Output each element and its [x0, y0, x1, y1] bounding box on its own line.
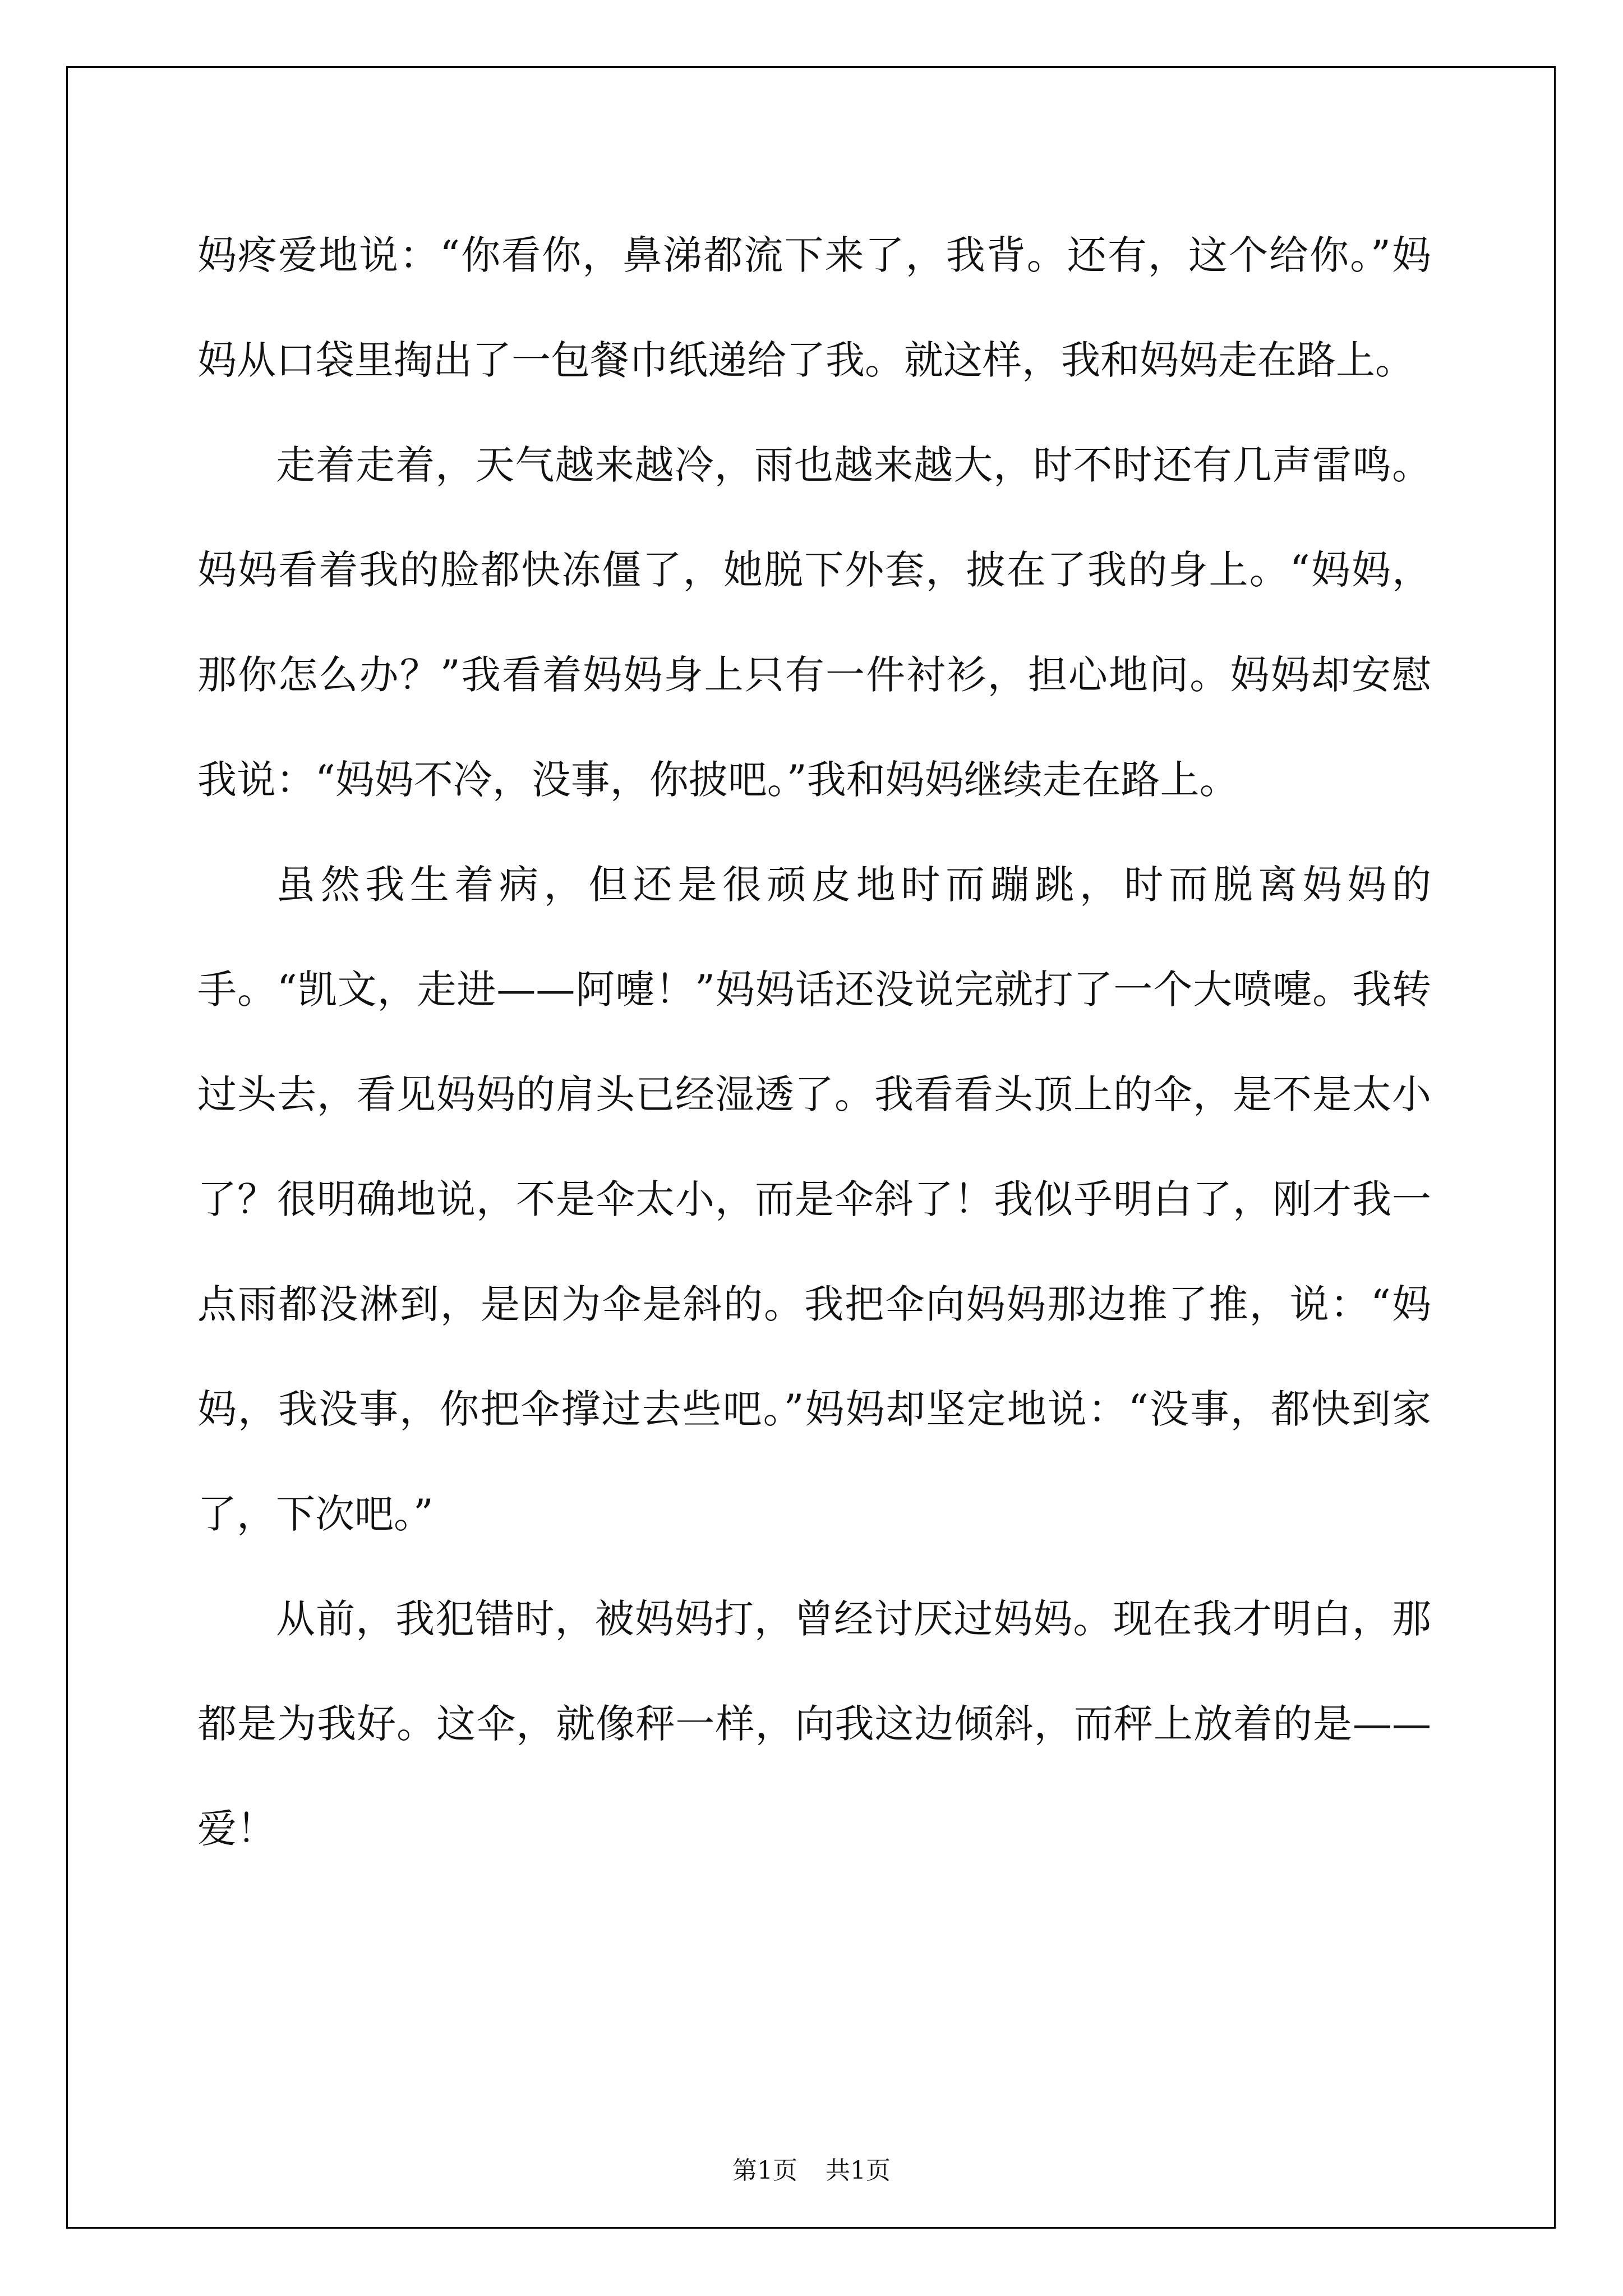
paragraph-2: 走着走着，天气越来越冷，雨也越来越大，时不时还有几声雷鸣。妈妈看着我的脸都快冻僵了，她脱下外套，披在了我的身上。“妈妈，那你怎么办？”我看着妈妈身上只有一件衬衫，担心地问。妈妈却安慰我说：“妈妈不冷，没事，你披吧。”我和妈妈继续走在路上。: [197, 442, 1431, 803]
document-body: [197, 203, 1431, 1881]
page-footer: [0, 2154, 1623, 2188]
paragraph-4: 从前，我犯错时，被妈妈打，曾经讨厌过妈妈。现在我才明白，那都是为我好。这伞，就像秤一样，向我这边倾斜，而秤上放着的是——爱！: [197, 1596, 1431, 1852]
page-number-total: 共1页: [826, 2156, 891, 2185]
paragraph-1: 妈疼爱地说：“你看你，鼻涕都流下来了，我背。还有，这个给你。”妈妈从口袋里掏出了一包餐巾纸递给了我。就这样，我和妈妈走在路上。: [197, 232, 1431, 383]
paragraph-3: 虽然我生着病，但还是很顽皮地时而蹦跳，时而脱离妈妈的手。“凯文，走进——阿嚏！”妈妈话还没说完就打了一个大喷嚏。我转过头去，看见妈妈的肩头已经湿透了。我看看头顶上的伞，是不是太小了？很明确地说，不是伞太小，而是伞斜了！我似乎明白了，刚才我一点雨都没淋到，是因为伞是斜的。我把伞向妈妈那边推了推，说：“妈妈，我没事，你把伞撑过去些吧。”妈妈却坚定地说：“没事，都快到家了，下次吧。”: [197, 862, 1431, 1537]
page-number-current: 第1页: [732, 2156, 797, 2185]
